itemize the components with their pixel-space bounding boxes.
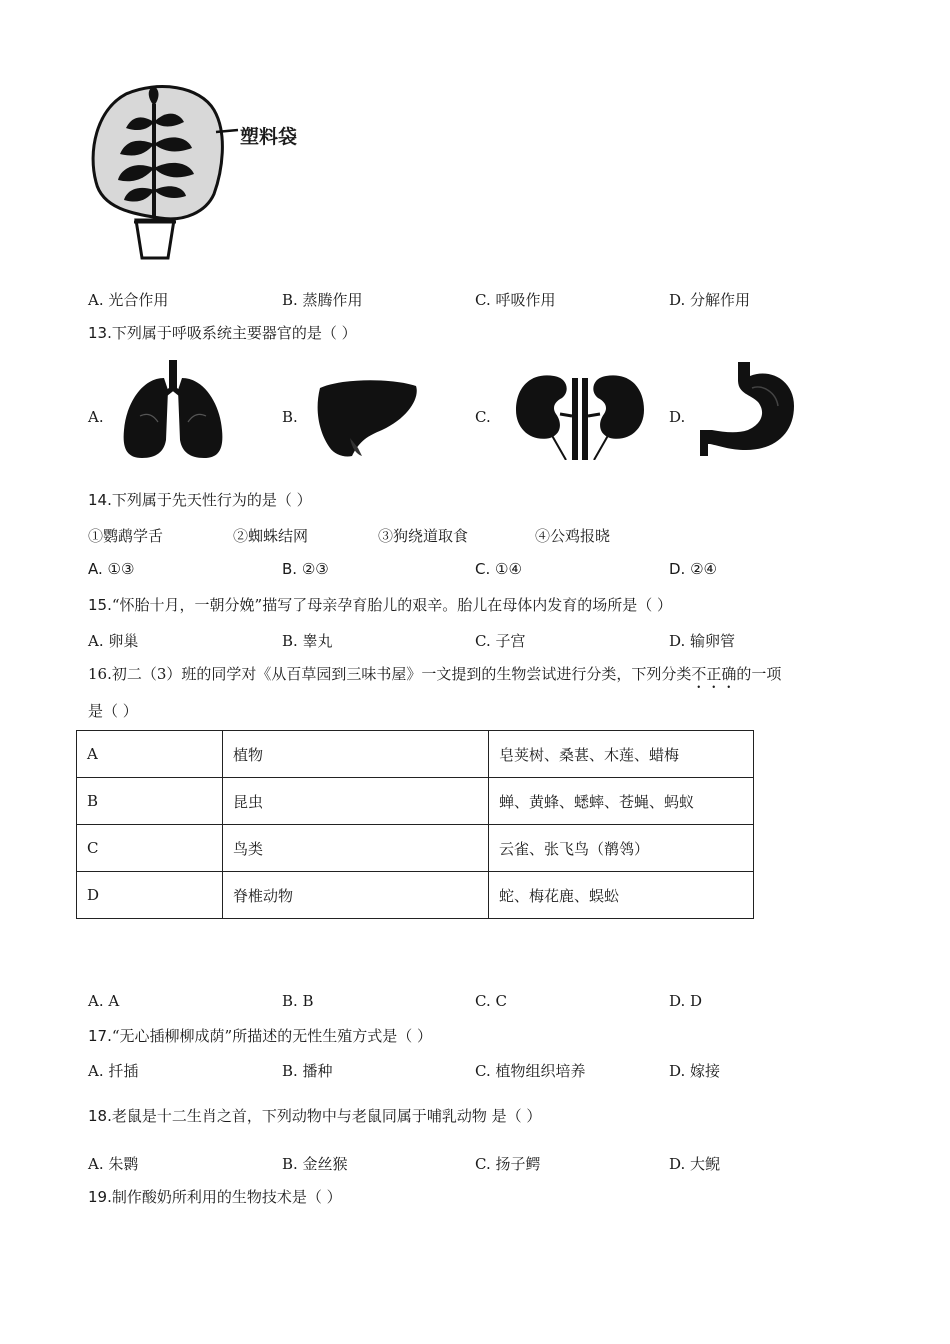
question-16-line2: 是（ ） xyxy=(88,702,138,720)
q15-option-b[interactable]: B. 睾丸 xyxy=(282,632,333,650)
table-cell-examples: 云雀、张飞鸟（鹡鸰） xyxy=(489,825,754,872)
q18-option-c[interactable]: C. 扬子鳄 xyxy=(475,1155,541,1173)
q13-option-b-label[interactable]: B. xyxy=(282,408,298,426)
question-19-text: 制作酸奶所利用的生物技术是（ ） xyxy=(111,1188,342,1206)
question-13-text: 下列属于呼吸系统主要器官的是（ ） xyxy=(111,324,357,342)
stomach-image xyxy=(696,358,800,460)
question-14-number: 14. xyxy=(88,491,112,509)
plastic-bag-label: 塑料袋 xyxy=(240,126,298,148)
q13-option-c-label[interactable]: C. xyxy=(475,408,491,426)
q18-option-a[interactable]: A. 朱鹮 xyxy=(88,1155,139,1173)
table-cell-category: 昆虫 xyxy=(223,778,489,825)
question-18-text: 老鼠是十二生肖之首，下列动物中与老鼠同属于哺乳动物 是（ ） xyxy=(111,1107,542,1125)
table-cell-letter: C xyxy=(77,825,223,872)
question-17-number: 17. xyxy=(88,1027,112,1045)
q15-option-d[interactable]: D. 输卵管 xyxy=(669,632,736,650)
question-16-text-a: 16.初二（3）班的同学对《从百草园到三味书屋》一文提到的生物尝试进行分类，下列分类 xyxy=(88,665,692,683)
table-cell-letter: B xyxy=(77,778,223,825)
q14-item-2: ②蜘蛛结网 xyxy=(233,527,309,545)
question-16-text-b: 的一项 xyxy=(736,665,782,683)
question-14 xyxy=(88,489,312,510)
q14-option-d[interactable]: D. ②④ xyxy=(669,560,717,578)
q12-option-d[interactable]: D. 分解作用 xyxy=(669,291,751,309)
q16-option-a[interactable]: A. A xyxy=(88,992,120,1010)
q16-option-b[interactable]: B. B xyxy=(282,992,314,1010)
liver-image xyxy=(312,378,422,460)
table-row xyxy=(77,731,754,778)
q18-option-d[interactable]: D. 大鲵 xyxy=(669,1155,721,1173)
question-18 xyxy=(88,1105,541,1126)
q15-option-c[interactable]: C. 子宫 xyxy=(475,632,526,650)
q14-item-1: ①鹦鹉学舌 xyxy=(88,527,164,545)
q16-option-d[interactable]: D. D xyxy=(669,992,703,1010)
table-row xyxy=(77,825,754,872)
question-19 xyxy=(88,1186,342,1207)
q15-option-a[interactable]: A. 卵巢 xyxy=(88,632,139,650)
table-row xyxy=(77,872,754,919)
question-16 xyxy=(88,663,781,692)
table-cell-category: 脊椎动物 xyxy=(223,872,489,919)
question-17 xyxy=(88,1025,432,1046)
question-15 xyxy=(88,594,672,615)
q14-option-b[interactable]: B. ②③ xyxy=(282,560,329,578)
table-cell-letter: D xyxy=(77,872,223,919)
q18-option-b[interactable]: B. 金丝猴 xyxy=(282,1155,348,1173)
question-19-number: 19. xyxy=(88,1188,112,1206)
question-14-text: 下列属于先天性行为的是（ ） xyxy=(111,491,312,509)
classification-table xyxy=(76,730,754,919)
q14-item-4: ④公鸡报晓 xyxy=(535,527,611,545)
q14-option-c[interactable]: C. ①④ xyxy=(475,560,522,578)
question-13 xyxy=(88,322,357,343)
question-15-number: 15. xyxy=(88,596,112,614)
table-cell-examples: 皂荚树、桑葚、木莲、蜡梅 xyxy=(489,731,754,778)
lungs-image xyxy=(118,360,228,460)
q12-option-b[interactable]: B. 蒸腾作用 xyxy=(282,291,363,309)
q13-option-d-label[interactable]: D. xyxy=(669,408,686,426)
question-13-number: 13. xyxy=(88,324,112,342)
table-cell-letter: A xyxy=(77,731,223,778)
q12-option-c[interactable]: C. 呼吸作用 xyxy=(475,291,556,309)
table-cell-examples: 蛇、梅花鹿、蜈蚣 xyxy=(489,872,754,919)
q17-option-b[interactable]: B. 播种 xyxy=(282,1062,333,1080)
table-cell-category: 植物 xyxy=(223,731,489,778)
q17-option-d[interactable]: D. 嫁接 xyxy=(669,1062,721,1080)
table-cell-examples: 蝉、黄蜂、蟋蟀、苍蝇、蚂蚁 xyxy=(489,778,754,825)
q14-item-3: ③狗绕道取食 xyxy=(378,527,469,545)
q16-option-c[interactable]: C. C xyxy=(475,992,507,1010)
question-18-number: 18. xyxy=(88,1107,112,1125)
q13-option-a-label[interactable]: A. xyxy=(88,408,104,426)
q17-option-a[interactable]: A. 扦插 xyxy=(88,1062,139,1080)
kidneys-image xyxy=(510,368,650,460)
q17-option-c[interactable]: C. 植物组织培养 xyxy=(475,1062,586,1080)
table-row xyxy=(77,778,754,825)
table-cell-category: 鸟类 xyxy=(223,825,489,872)
q14-option-a[interactable]: A. ①③ xyxy=(88,560,135,578)
question-16-emphasis: 不正确 xyxy=(691,665,737,683)
plant-in-bag-figure xyxy=(88,82,318,264)
question-17-text: “无心插柳柳成荫”所描述的无性生殖方式是（ ） xyxy=(111,1027,432,1045)
question-15-text: “怀胎十月，一朝分娩”描写了母亲孕育胎儿的艰辛。胎儿在母体内发育的场所是（ ） xyxy=(111,596,672,614)
q12-option-a[interactable]: A. 光合作用 xyxy=(88,291,169,309)
